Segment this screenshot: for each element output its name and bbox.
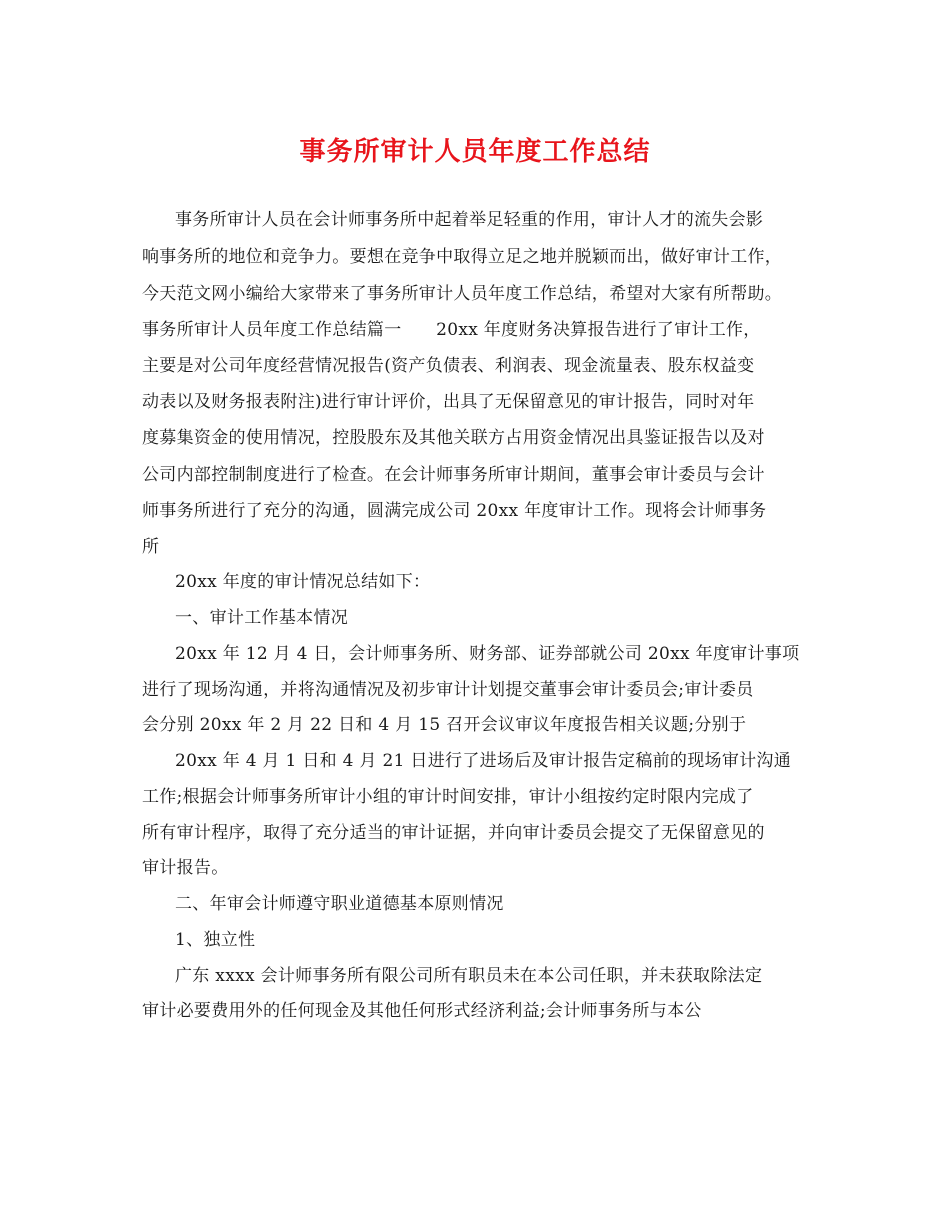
paragraph-line: 师事务所进行了充分的沟通，圆满完成公司 20xx 年度审计工作。现将会计师事务: [142, 501, 767, 521]
paragraph-line: 动表以及财务报表附注)进行审计评价，出具了无保留意见的审计报告，同时对年: [142, 392, 755, 412]
paragraph-line: 今天范文网小编给大家带来了事务所审计人员年度工作总结，希望对大家有所帮助。: [142, 284, 783, 304]
paragraph-line: 所有审计程序，取得了充分适当的审计证据，并向审计委员会提交了无保留意见的: [142, 823, 765, 843]
paragraph-line: 审计必要费用外的任何现金及其他任何形式经济利益;会计师事务所与本公: [142, 1001, 702, 1021]
paragraph-line: 会分别 20xx 年 2 月 22 日和 4 月 15 召开会议审议年度报告相关议题;分别于: [142, 715, 747, 735]
paragraph-line: 响事务所的地位和竞争力。要想在竞争中取得立足之地并脱颖而出，做好审计工作，: [142, 247, 783, 267]
paragraph-line: 工作;根据会计师事务所审计小组的审计时间安排，审计小组按约定时限内完成了: [142, 787, 754, 807]
paragraph-line: 事务所审计人员年度工作总结篇一 20xx 年度财务决算报告进行了审计工作，: [142, 320, 761, 340]
section-heading: 二、年审会计师遵守职业道德基本原则情况: [175, 894, 504, 914]
paragraph-line: 主要是对公司年度经营情况报告(资产负债表、利润表、现金流量表、股东权益变: [142, 356, 755, 376]
paragraph-line: 审计报告。: [142, 858, 229, 878]
paragraph-line: 20xx 年 4 月 1 日和 4 月 21 日进行了进场后及审计报告定稿前的现场审计沟通: [175, 751, 792, 771]
paragraph-line: 公司内部控制制度进行了检查。在会计师事务所审计期间，董事会审计委员与会计: [142, 465, 765, 485]
paragraph-line: 广东 xxxx 会计师事务所有限公司所有职员未在本公司任职，并未获取除法定: [175, 966, 763, 986]
paragraph-line: 事务所审计人员在会计师事务所中起着举足轻重的作用，审计人才的流失会影: [175, 210, 764, 230]
document-title: 事务所审计人员年度工作总结: [299, 137, 651, 167]
paragraph-line: 所: [142, 537, 160, 557]
paragraph-line: 20xx 年 12 月 4 日，会计师事务所、财务部、证券部就公司 20xx 年度审计事项: [175, 644, 800, 664]
subsection-heading: 1、独立性: [175, 930, 256, 950]
paragraph-line: 进行了现场沟通，并将沟通情况及初步审计计划提交董事会审计委员会;审计委员: [142, 680, 754, 700]
paragraph-line: 20xx 年度的审计情况总结如下：: [175, 572, 431, 592]
paragraph-line: 度募集资金的使用情况，控股股东及其他关联方占用资金情况出具鉴证报告以及对: [142, 428, 765, 448]
section-heading: 一、审计工作基本情况: [175, 608, 348, 628]
